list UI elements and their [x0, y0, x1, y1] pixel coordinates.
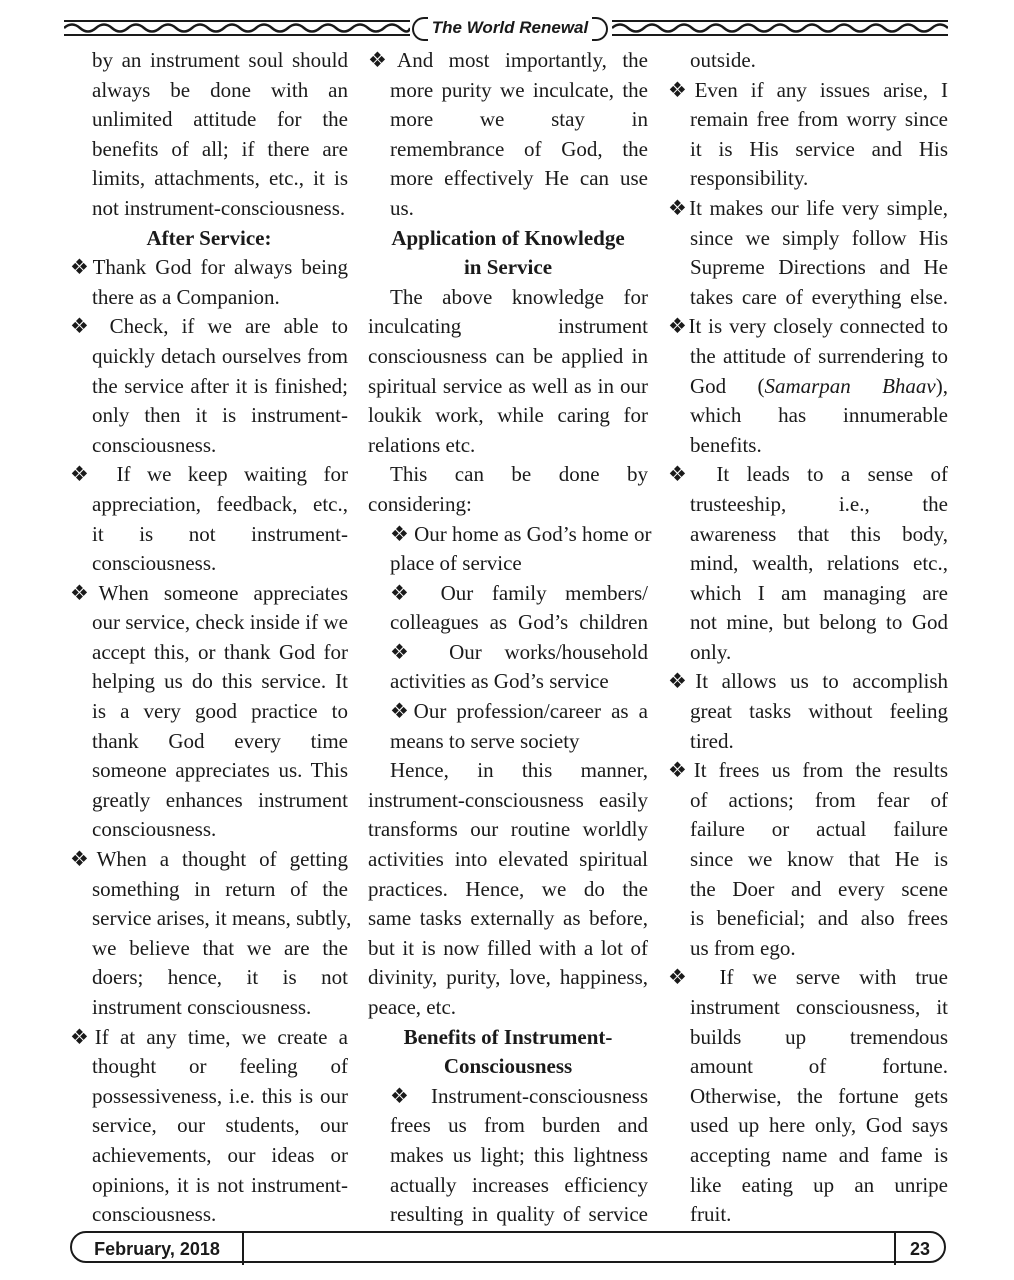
text-line: accepting name and fame is	[690, 1142, 948, 1167]
text-line: but it is now filled with a lot of	[368, 935, 648, 960]
section-heading: Application of Knowledge	[391, 225, 625, 250]
text-line: greatly enhances instrument	[92, 787, 348, 812]
text-line: Hence, in this manner,	[390, 758, 648, 783]
text-line: builds up tremendous	[690, 1024, 948, 1049]
text-line: consciousness.	[92, 817, 217, 842]
text-line: instrument-consciousness easily	[368, 787, 648, 812]
text-line: ❖ If we keep waiting for	[70, 462, 348, 487]
text-line: responsibility.	[690, 166, 809, 191]
text-line: appreciation, feedback, etc.,	[92, 491, 348, 516]
text-line: ❖It allows us to accomplish	[668, 669, 948, 694]
text-line: means to serve society	[390, 728, 580, 753]
text-line: the Doer and every scene	[690, 876, 948, 901]
text-line: mind, wealth, relations etc.,	[690, 551, 948, 576]
text-line: quickly detach ourselves from	[92, 343, 348, 368]
text-column-1	[70, 46, 352, 1230]
text-line: only then it is instrument-	[92, 403, 348, 428]
text-line: ❖Thank God for always being	[70, 255, 348, 280]
text-line: consciousness.	[92, 551, 217, 576]
text-line: ❖It is very closely connected to	[668, 314, 948, 339]
text-line: colleagues as God’s children	[390, 610, 648, 635]
text-line: more we stay in	[390, 107, 648, 132]
text-line: remembrance of God, the	[390, 136, 648, 161]
text-line: someone appreciates us. This	[92, 758, 348, 783]
text-line: ❖Even if any issues arise, I	[668, 77, 948, 102]
text-line: opinions, it is not instrument-	[92, 1172, 348, 1197]
text-line: same tasks externally as before,	[368, 906, 648, 931]
text-line: accept this, or thank God for	[92, 639, 348, 664]
text-line: it is His service and His	[690, 136, 948, 161]
text-line: like eating up an unripe	[690, 1172, 948, 1197]
text-line: remain free from worry since	[690, 107, 948, 132]
page-number: 23	[894, 1233, 944, 1265]
ornamental-border-left	[64, 18, 410, 38]
text-line: which I am managing are	[690, 580, 948, 605]
text-line: fruit.	[690, 1202, 732, 1227]
text-line: place of service	[390, 551, 522, 576]
text-line: ❖Our profession/career as a	[390, 699, 648, 724]
text-line: God (Samarpan Bhaav),	[690, 373, 948, 398]
text-line: unlimited attitude for the	[92, 107, 348, 132]
text-line: us from ego.	[690, 935, 796, 960]
text-line: consciousness.	[92, 432, 217, 457]
magazine-title: The World Renewal	[410, 16, 610, 40]
text-line: ❖And most importantly, the	[368, 48, 648, 72]
text-line: something in return of the	[92, 876, 348, 901]
text-line: the attitude of surrendering to	[690, 343, 948, 368]
text-column-3	[668, 46, 948, 1230]
text-line: which has innumerable	[690, 403, 948, 428]
text-line: resulting in quality of service	[390, 1202, 648, 1227]
section-heading: Consciousness	[443, 1054, 573, 1079]
text-line: frees us from burden and	[390, 1113, 648, 1138]
text-line: actually increases efficiency	[390, 1172, 648, 1197]
text-line: tired.	[690, 728, 734, 753]
text-line: Otherwise, the fortune gets	[690, 1083, 948, 1108]
text-line: ❖It makes our life very simple,	[668, 195, 948, 220]
text-line: trusteeship, i.e., the	[690, 491, 948, 516]
text-line: great tasks without feeling	[690, 699, 948, 724]
issue-date: February, 2018	[72, 1233, 244, 1265]
text-line: ❖ Check, if we are able to	[70, 314, 348, 339]
text-line: us.	[390, 195, 414, 220]
text-line: it is not instrument-	[92, 521, 348, 546]
text-line: ❖It frees us from the results	[668, 758, 948, 783]
text-line: makes us light; this lightness	[390, 1142, 648, 1167]
text-line: ❖Instrument-consciousness	[390, 1083, 648, 1108]
text-line: our service, check inside if we	[92, 610, 348, 635]
italic-term: Samarpan Bhaav	[764, 373, 936, 398]
text-line: possessiveness, i.e. this is our	[92, 1083, 348, 1108]
ornamental-border-right	[612, 18, 948, 38]
text-line: achievements, our ideas or	[92, 1142, 348, 1167]
page-header	[64, 14, 948, 42]
text-column-2	[368, 46, 652, 1230]
text-line: amount of fortune.	[690, 1054, 948, 1079]
text-line: failure or actual failure	[690, 817, 948, 842]
text-line: since we know that He is	[690, 847, 948, 872]
text-line: thank God every time	[92, 728, 348, 753]
text-line: benefits.	[690, 432, 762, 457]
text-line: spiritual service as well as in our	[368, 373, 648, 398]
text-line: consciousness can be applied in	[368, 343, 648, 368]
text-line: thought or feeling of	[92, 1054, 348, 1079]
text-line: instrument consciousness, it	[690, 995, 948, 1019]
text-line: ❖When someone appreciates	[70, 580, 348, 605]
text-line: ❖ Our family members/	[390, 580, 648, 605]
text-line: activities into elevated spiritual	[368, 847, 648, 872]
text-line: practices. Hence, we do the	[368, 876, 648, 901]
text-line: service, our students, our	[92, 1113, 348, 1138]
text-line: loukik work, while caring for	[368, 403, 648, 428]
text-line: service arises, it means, subtly,	[92, 906, 352, 931]
text-line: is beneficial; and also frees	[690, 906, 948, 931]
text-line: used up here only, God says	[690, 1113, 948, 1138]
text-line: not instrument-consciousness.	[92, 195, 346, 220]
text-line: helping us do this service. It	[92, 669, 348, 694]
text-line: the service after it is finished;	[92, 373, 348, 398]
section-heading: in Service	[463, 255, 553, 280]
page-footer	[70, 1231, 946, 1265]
footer-bar	[70, 1231, 946, 1263]
text-line: only.	[690, 639, 732, 664]
text-line: The above knowledge for	[390, 284, 648, 309]
text-line: relations etc.	[368, 432, 476, 457]
text-line: takes care of everything else.	[690, 284, 948, 309]
text-line: peace, etc.	[368, 995, 457, 1019]
text-line: ❖ Our works/household	[390, 639, 648, 664]
text-line: ❖ Our home as God’s home or	[390, 521, 652, 546]
text-line: limits, attachments, etc., it is	[92, 166, 348, 191]
text-line: always be done with an	[92, 77, 348, 102]
text-line: by an instrument soul should	[92, 48, 348, 72]
text-line: ❖If at any time, we create a	[70, 1024, 348, 1049]
text-line: awareness that this body,	[690, 521, 948, 546]
text-line: This can be done by	[390, 462, 648, 487]
text-line: instrument consciousness.	[92, 995, 312, 1019]
text-line: divinity, purity, love, happiness,	[368, 965, 648, 990]
text-line: more effectively He can use	[390, 166, 648, 191]
text-line: since we simply follow His	[690, 225, 948, 250]
text-line: Supreme Directions and He	[690, 255, 948, 280]
text-line: doers; hence, it is not	[92, 965, 348, 990]
text-line: transforms our routine worldly	[368, 817, 648, 842]
text-line: considering:	[368, 491, 472, 516]
text-line: activities as God’s service	[390, 669, 609, 694]
text-line: ❖When a thought of getting	[70, 847, 348, 872]
text-line: there as a Companion.	[92, 284, 280, 309]
text-line: consciousness.	[92, 1202, 217, 1227]
text-line: inculcating instrument	[368, 314, 648, 339]
text-line: outside.	[690, 48, 756, 72]
text-line: more purity we inculcate, the	[390, 77, 648, 102]
text-line: ❖ It leads to a sense of	[668, 462, 948, 487]
text-line: benefits of all; if there are	[92, 136, 348, 161]
section-heading: Benefits of Instrument-	[403, 1024, 613, 1049]
section-heading: After Service:	[146, 225, 272, 250]
text-line: we believe that we are the	[92, 935, 348, 960]
text-line: of actions; from fear of	[690, 787, 948, 812]
text-line: ❖ If we serve with true	[668, 965, 948, 990]
text-line: is a very good practice to	[92, 699, 348, 724]
text-line: not mine, but belong to God	[690, 610, 948, 635]
